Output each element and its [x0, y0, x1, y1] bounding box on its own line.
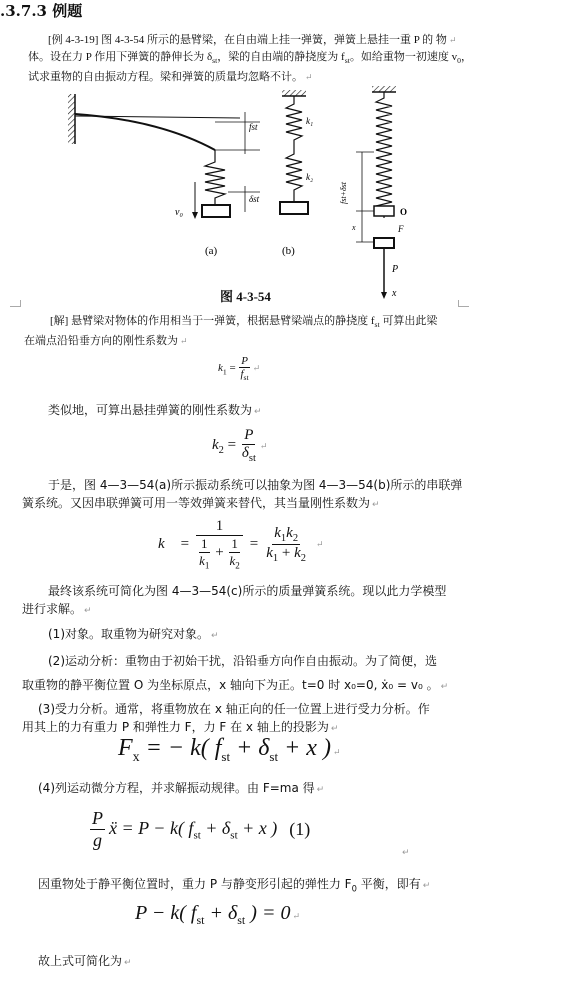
mass-a	[202, 205, 230, 217]
caption-a: (a)	[205, 245, 218, 257]
figure-4-3-54	[60, 82, 430, 307]
example-statement	[28, 32, 568, 86]
equation-motion: $\frac{P}{g}$ ẍ = P − k( $f_{st} + \delta_{st} + x$ ) (1)	[92, 808, 311, 850]
example-line-2: 体。设在力 P 作用下弹簧的静伸长为 $\delta_{st}$，梁的自由端的静挠度为 $f_{st}$。如给重物一初速度 $v_0$，	[28, 51, 472, 66]
k2-label-b: k₂	[306, 172, 314, 182]
formula-k-equivalent: k = 1 $\frac{1}{k_1}$ + $\frac{1}{k_2}$ = $\frac{k_1k_2}{k_1 + k_2}$ ↵	[158, 518, 324, 571]
x-axis-label: x	[392, 288, 397, 299]
mass-c	[374, 238, 394, 248]
formula-k1: $k_1$ = $\frac{P}{f_{st}}$ ↵	[218, 355, 261, 383]
origin-label: O	[400, 207, 408, 217]
margin-mark-right	[458, 300, 469, 307]
step-2: (2)运动分析：重物由于初始干扰，沿铅垂方向作自由振动。为了简便，选 取重物的静平衡位置 O 为坐标原点，x 轴向下为正。t=0 时 x₀=0, ẋ₀ = v₀ 。 ↵	[22, 654, 449, 692]
fst-dst-label: fst+δst	[339, 181, 348, 204]
spring-c	[376, 92, 392, 218]
equation-fx: $F_x$ = − k( $f_{st} + \delta_{st} + x$ ) ↵	[118, 735, 341, 765]
equilibrium-text: 因重物处于静平衡位置时，重力 P 与静变形引起的弹性力 $F_0$ 平衡，即有 ↵	[38, 877, 431, 894]
x-dim-label: x	[352, 223, 356, 232]
step-1: (1)对象。取重物为研究对象。 ↵	[48, 627, 219, 641]
weight-p-label: P	[392, 264, 399, 275]
solution-intro: [解] 悬臂梁对物体的作用相当于一弹簧，根据悬臂梁端点的静挠度 $f_{st}$ 可算出此梁 在端点沿铅垂方向的刚性系数为 ↵	[24, 315, 438, 348]
spring-k2-b	[286, 146, 302, 202]
step-4: (4)列运动微分方程，并求解振动规律。由 F=ma 得 ↵	[38, 781, 325, 795]
step-3: (3)受力分析。通常，将重物放在 x 轴正向的任一位置上进行受力分析。作 用其上的力有重力 P 和弹性力 F，力 F 在 x 轴上的投影为 ↵	[22, 702, 430, 734]
equation-equilibrium: P − k( $f_{st} + \delta_{st}$ ) = 0 ↵	[135, 902, 300, 927]
series-text: 于是，图 4—3—54(a)所示振动系统可以抽象为图 4—3—54(b)所示的串联弹 簧系统。又因串联弹簧可用一等效弹簧来替代，其当量刚性系数为 ↵	[22, 478, 463, 510]
cantilever-beam	[75, 114, 215, 150]
formula-k2: $k_2$ = $\frac{P}{\delta_{st}}$ ↵	[212, 427, 268, 464]
simplify-text: 故上式可简化为 ↵	[38, 954, 132, 968]
example-line-3: 试求重物的自由振动方程。梁和弹簧的质量均忽略不计。 ↵	[28, 71, 313, 84]
figure-caption: 图 4-3-54	[220, 289, 271, 304]
wall-support	[68, 94, 75, 144]
mass-b	[280, 202, 308, 214]
caption-b: (b)	[282, 245, 295, 257]
spring-a	[205, 150, 225, 204]
spring-k1-b	[286, 96, 302, 146]
fst-label-a: fst	[249, 122, 258, 132]
dst-label-a: δst	[249, 194, 260, 204]
similar-text: 类似地，可算出悬挂弹簧的刚性系数为 ↵	[48, 403, 262, 417]
section-title: .3.7.3 例题	[0, 2, 83, 20]
example-line-1: [例 4-3-19] 图 4-3-54 所示的悬臂梁，在自由端上挂一弹簧，弹簧上悬挂一重 P 的 物 ↵	[48, 34, 457, 46]
force-f-label: F	[398, 224, 404, 234]
margin-mark-left	[10, 300, 21, 307]
v0-label: v₀	[175, 207, 183, 218]
k1-label-b: k₁	[306, 116, 314, 126]
final-model-text: 最终该系统可简化为图 4—3—54(c)所示的质量弹簧系统。现以此力学模型 进行求解。 ↵	[22, 584, 447, 616]
